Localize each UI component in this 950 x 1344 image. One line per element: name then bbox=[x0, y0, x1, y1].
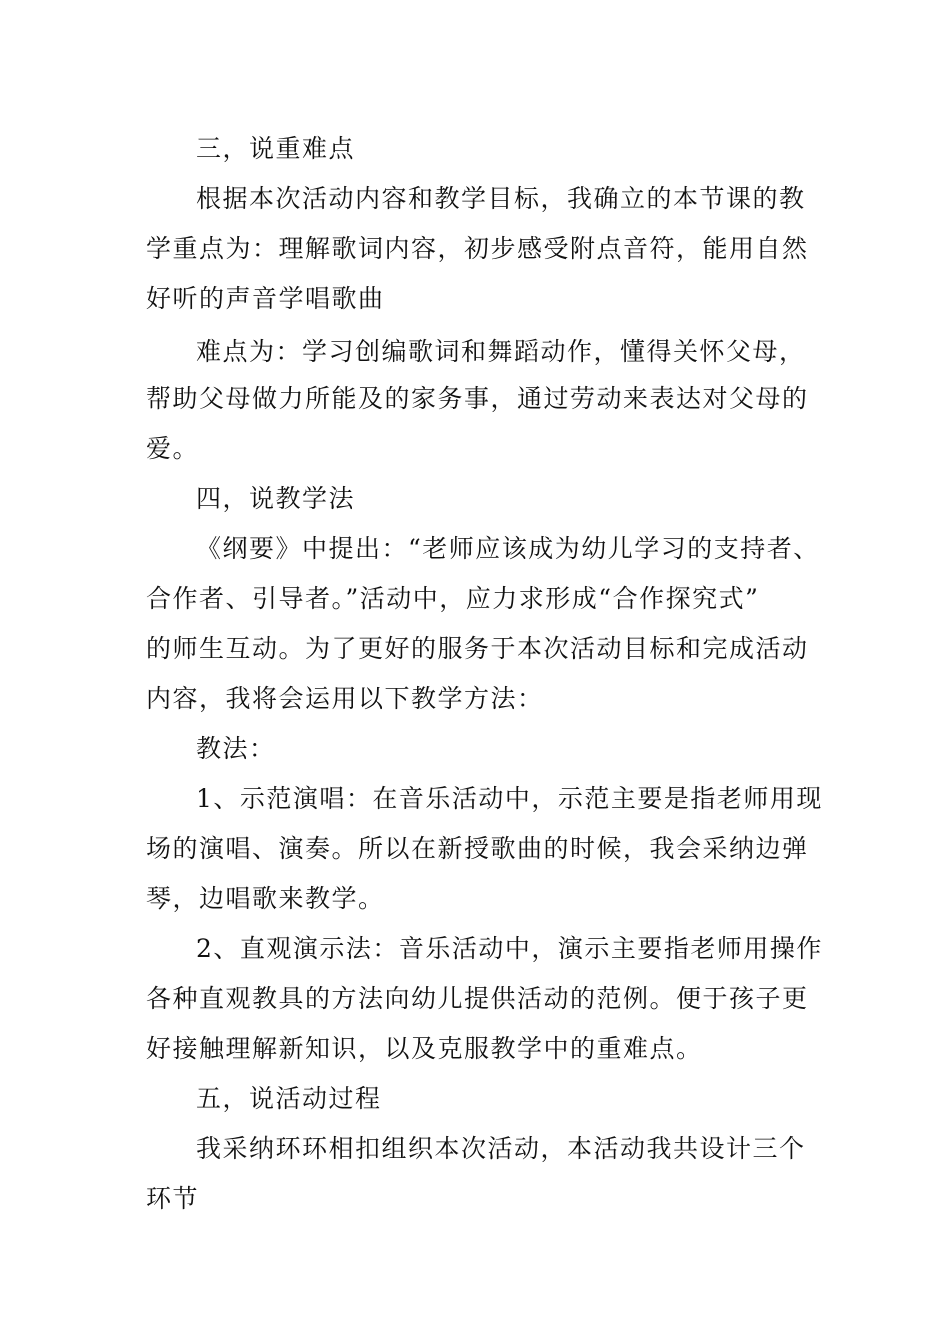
paragraph-line: 《纲要》中提出：“老师应该成为幼儿学习的支持者、 bbox=[196, 534, 820, 563]
paragraph-line: 爱。 bbox=[146, 434, 200, 463]
paragraph-line: 帮助父母做力所能及的家务事，通过劳动来表达对父母的 bbox=[146, 384, 809, 413]
paragraph-line: 环节 bbox=[146, 1184, 200, 1213]
section-heading-5: 五，说活动过程 bbox=[196, 1084, 382, 1113]
paragraph-line: 学重点为：理解歌词内容，初步感受附点音符，能用自然 bbox=[146, 234, 809, 263]
paragraph-line: 2、直观演示法：音乐活动中，演示主要指老师用操作 bbox=[196, 934, 823, 963]
section-heading-3: 三，说重难点 bbox=[196, 134, 356, 163]
paragraph-line: 1、示范演唱：在音乐活动中，示范主要是指老师用现 bbox=[196, 784, 823, 813]
paragraph-line: 内容，我将会运用以下教学方法： bbox=[146, 684, 544, 713]
section-heading-4: 四，说教学法 bbox=[196, 484, 356, 513]
paragraph-line: 根据本次活动内容和教学目标，我确立的本节课的教 bbox=[196, 184, 806, 213]
paragraph-line: 好接触理解新知识，以及克服教学中的重难点。 bbox=[146, 1034, 703, 1063]
paragraph-line: 我采纳环环相扣组织本次活动，本活动我共设计三个 bbox=[196, 1134, 806, 1163]
paragraph-line: 的师生互动。为了更好的服务于本次活动目标和完成活动 bbox=[146, 634, 809, 663]
paragraph-line: 难点为：学习创编歌词和舞蹈动作，懂得关怀父母， bbox=[196, 337, 806, 366]
paragraph-line: 各种直观教具的方法向幼儿提供活动的范例。便于孩子更 bbox=[146, 984, 809, 1013]
paragraph-line: 场的演唱、演奏。所以在新授歌曲的时候，我会采纳边弹 bbox=[146, 834, 809, 863]
paragraph-line: 好听的声音学唱歌曲 bbox=[146, 284, 385, 313]
paragraph-line: 合作者、引导者。”活动中，应力求形成“合作探究式” bbox=[146, 584, 760, 613]
subheading-teaching-methods: 教法： bbox=[196, 734, 276, 763]
paragraph-line: 琴，边唱歌来教学。 bbox=[146, 884, 385, 913]
